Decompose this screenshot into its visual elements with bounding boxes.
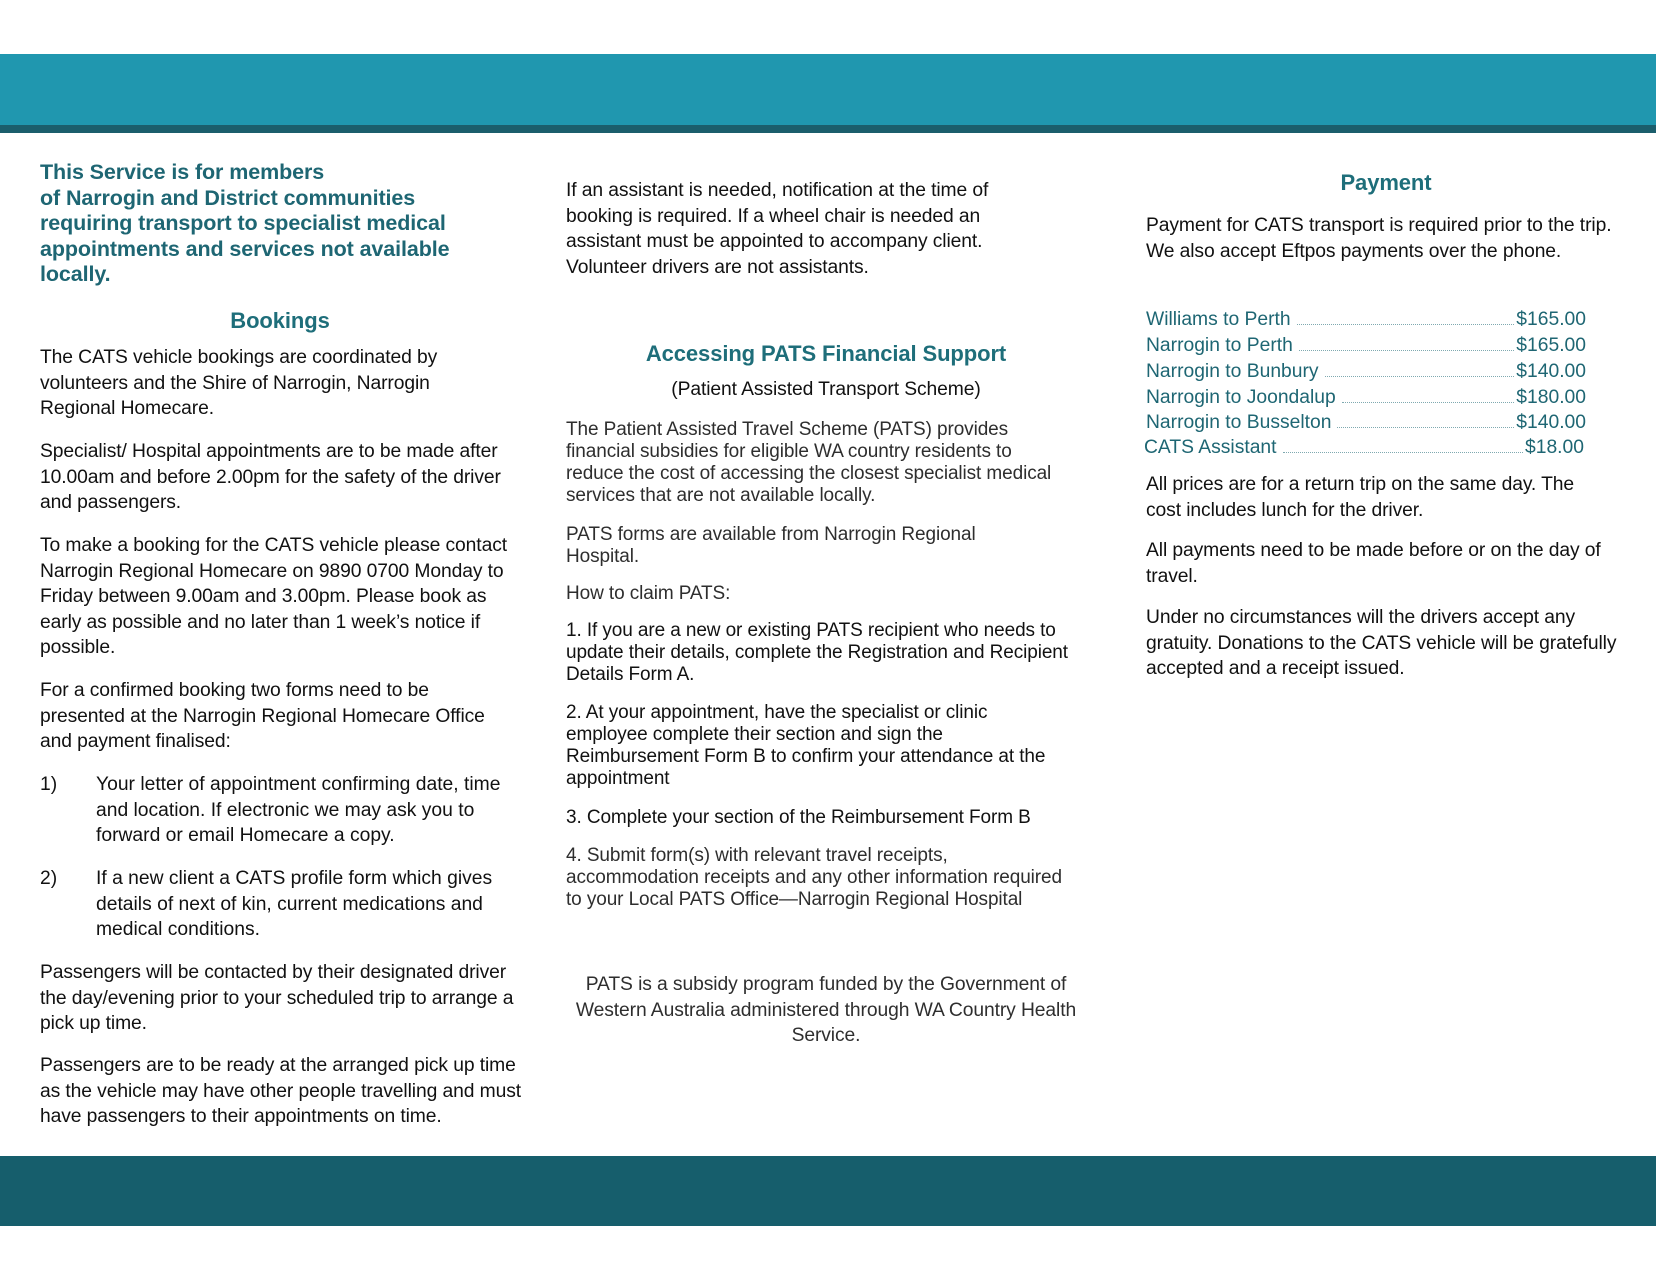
price-amount: $165.00	[1516, 309, 1586, 330]
claim-step: 3. Complete your section of the Reimbursement Form B	[566, 807, 1031, 828]
price-amount: $140.00	[1516, 412, 1586, 433]
bookings-paragraph: The CATS vehicle bookings are coordinated by volunteers and the Shire of Narrogin, Narrogin Regional Homecare.	[40, 347, 438, 419]
pats-heading: Accessing PATS Financial Support	[645, 341, 1007, 366]
payment-heading: Payment	[1340, 170, 1432, 195]
bookings-paragraph: For a confirmed booking two forms need to be presented at the Narrogin Regional Homecare Office and payment finalised:	[40, 680, 485, 752]
price-route: Narrogin to Joondalup	[1146, 387, 1336, 408]
intro-line: requiring transport to specialist medical	[40, 211, 446, 235]
pats-forms-note: PATS forms are available from Narrogin Regional Hospital.	[566, 524, 976, 567]
dot-leader	[1337, 427, 1514, 428]
footer-band	[0, 1156, 1656, 1226]
bookings-paragraph: Specialist/ Hospital appointments are to be made after 10.00am and before 2.00pm for the safety of the driver and passengers.	[40, 441, 501, 513]
claim-step: 2. At your appointment, have the specialist or clinic employee complete their section and sign the Reimbursement Form B to confirm your attendance at the appointment	[566, 702, 1046, 789]
pats-subheading: (Patient Assisted Transport Scheme)	[671, 379, 981, 400]
intro-line: This Service is for members	[40, 160, 325, 184]
dot-leader	[1299, 350, 1514, 351]
pats-description: The Patient Assisted Travel Scheme (PATS) provides financial subsidies for eligible WA country residents to reduce the cost of accessing the closest specialist medical services that are not available locally.	[566, 419, 1052, 506]
item-text: Your letter of appointment confirming date, time and location. If electronic we may ask you to forward or email Homecare a copy.	[96, 774, 501, 846]
bookings-heading: Bookings	[230, 308, 330, 333]
assistant-note: If an assistant is needed, notification at the time of booking is required. If a wheel chair is needed an assistant must be appointed to accompany client. Volunteer drivers are not assistants.	[566, 180, 989, 278]
dot-leader	[1342, 402, 1515, 403]
claim-step: 1. If you are a new or existing PATS recipient who needs to update their details, complete the Registration and Recipient Details Form A.	[566, 620, 1068, 685]
price-row	[1146, 385, 1586, 410]
price-route: Williams to Perth	[1146, 309, 1291, 330]
required-form-item	[40, 866, 530, 946]
intro-line: appointments and services not available	[40, 236, 450, 261]
price-row	[1146, 410, 1586, 435]
price-row	[1146, 333, 1586, 358]
intro-line: of Narrogin and District communities	[40, 185, 416, 210]
item-text: If a new client a CATS profile form which gives details of next of kin, current medications and medical conditions.	[96, 868, 493, 940]
pickup-paragraph: Passengers will be contacted by their designated driver the day/evening prior to your scheduled trip to arrange a pick up time.	[40, 962, 514, 1034]
dot-leader	[1297, 324, 1515, 325]
price-route: CATS Assistant	[1144, 437, 1277, 458]
item-number: 2)	[40, 868, 58, 889]
price-amount: $140.00	[1516, 361, 1586, 382]
price-note: Under no circumstances will the drivers accept any gratuity. Donations to the CATS vehicle will be gratefully accepted and a receipt issued.	[1146, 607, 1617, 679]
price-row	[1146, 359, 1586, 384]
service-intro	[40, 160, 530, 288]
price-amount: $18.00	[1525, 437, 1584, 458]
price-route: Narrogin to Bunbury	[1146, 361, 1319, 382]
header-band-strip	[0, 125, 1656, 133]
how-to-claim-label: How to claim PATS:	[566, 583, 731, 604]
price-route: Narrogin to Busselton	[1146, 412, 1332, 433]
dot-leader	[1283, 452, 1524, 453]
price-note: All prices are for a return trip on the same day. The cost includes lunch for the driver.	[1146, 474, 1575, 521]
price-amount: $165.00	[1516, 335, 1586, 356]
payment-intro: Payment for CATS transport is required prior to the trip. We also accept Eftpos payments over the phone.	[1146, 215, 1612, 262]
pats-funding-note: PATS is a subsidy program funded by the Government of Western Australia administered through WA Country Health Service.	[575, 974, 1077, 1046]
punctuality-paragraph: Passengers are to be ready at the arranged pick up time as the vehicle may have other people travelling and must have passengers to their appointments on time.	[40, 1055, 521, 1127]
price-row	[1144, 435, 1584, 460]
intro-line: locally.	[40, 262, 111, 286]
claim-step: 4. Submit form(s) with relevant travel receipts, accommodation receipts and any other information required to your Local PATS Office—Narrogin Regional Hospital	[566, 845, 1062, 910]
dot-leader	[1325, 376, 1515, 377]
item-number: 1)	[40, 774, 58, 795]
price-amount: $180.00	[1516, 387, 1586, 408]
required-form-item	[40, 772, 530, 852]
price-row	[1146, 307, 1586, 332]
booking-contact-paragraph: To make a booking for the CATS vehicle please contact Narrogin Regional Homecare on 9890 0700 Monday to Friday between 9.00am and 3.00pm. Please book as early as possible and no later than 1 week’s notice if possible.	[40, 535, 507, 658]
header-band	[0, 54, 1656, 126]
price-note: All payments need to be made before or on the day of travel.	[1146, 540, 1601, 587]
price-route: Narrogin to Perth	[1146, 335, 1293, 356]
